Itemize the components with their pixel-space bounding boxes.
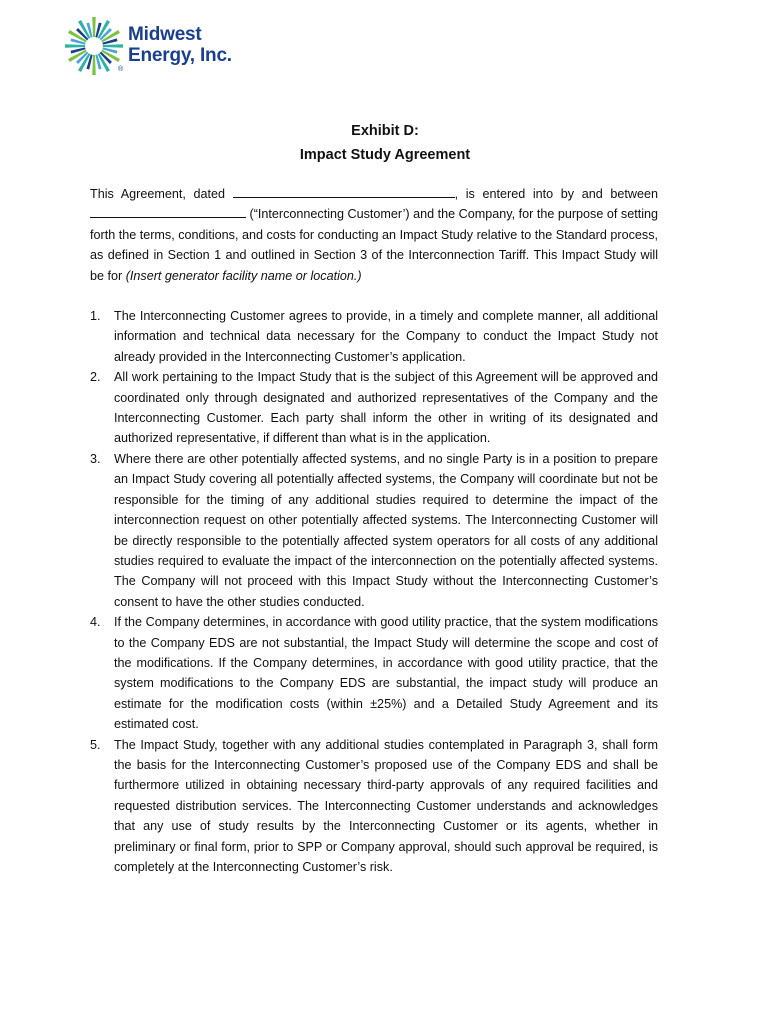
document-title <box>0 119 770 167</box>
intro-paragraph <box>90 184 658 286</box>
clause-item <box>90 449 658 612</box>
customer-name-blank-field[interactable] <box>90 204 246 218</box>
logo-ray <box>103 44 123 48</box>
company-logo <box>64 16 244 78</box>
clause-number: 4. <box>90 615 101 630</box>
clause-list <box>90 306 658 877</box>
starburst-logo-icon <box>64 16 124 76</box>
intro-text-2: , is entered into by and between <box>454 187 658 201</box>
logo-line-1: Midwest <box>128 24 202 45</box>
clause-number: 2. <box>90 370 101 385</box>
logo-wordmark <box>128 24 232 66</box>
registered-mark: ® <box>118 66 124 73</box>
clause-text: Where there are other potentially affected systems, and no single Party is in a position to prepare an Impact Study covering all potentially affected systems, the Company will coordinate but not be responsible for the timing of any additional studies required to determine the impact of the interconnection request on other potentially affected systems. The Interconnecting Customer will be directly responsible to the potentially affected system operators for all costs of any additional studies required to evaluate the impact of the interconnection on the potentially affected systems. The Company will not proceed with this Impact Study without the Interconnecting Customer’s consent to have the other studies conducted. <box>114 451 658 609</box>
logo-ray <box>65 44 85 48</box>
clause-number: 5. <box>90 737 101 752</box>
logo-ray <box>92 55 96 75</box>
document-body <box>90 184 658 877</box>
clause-item <box>90 367 658 449</box>
clause-item <box>90 735 658 878</box>
title-line-1: Exhibit D: <box>351 123 419 139</box>
intro-italic-instruction: (Insert generator facility name or location.) <box>125 268 362 283</box>
clause-text: All work pertaining to the Impact Study that is the subject of this Agreement will be approved and coordinated only through designated and authorized representatives of the Company and the Interconnecting Customer. Each party shall inform the other in writing of its designated and authorized representative, if different than what is in the application. <box>114 370 658 446</box>
date-blank-field[interactable] <box>233 184 455 198</box>
logo-line-2: Energy, Inc. <box>128 45 232 66</box>
clause-item <box>90 306 658 367</box>
intro-text-3: (“Interconnecting Customer’) and the Company, for the purpose of setting forth the terms, conditions, and costs for conducting an Impact Study relative to the Standard process, as defined in Section 1 and outlined in Section 3 of the Interconnection Tariff. This Impact Study will be for <box>90 207 658 283</box>
clause-item <box>90 612 658 734</box>
logo-ray <box>92 17 96 37</box>
title-line-2: Impact Study Agreement <box>299 147 471 163</box>
clause-number: 3. <box>90 451 101 466</box>
intro-text-1: This Agreement, dated <box>90 187 233 201</box>
clause-text: The Interconnecting Customer agrees to provide, in a timely and complete manner, all additional information and technical data necessary for the Company to conduct the Impact Study not already provided in the Interconnecting Customer’s application. <box>114 309 658 364</box>
clause-text: The Impact Study, together with any additional studies contemplated in Paragraph 3, shall form the basis for the Interconnecting Customer’s proposed use of the Company EDS and shall be furthermore utilized in obtaining necessary third-party approvals of any required facilities and requested distribution services. The Interconnecting Customer understands and acknowledges that any use of study results by the Interconnecting Customer or its agents, whether in preliminary or final form, prior to SPP or Company approval, should such approval be required, is completely at the Interconnecting Customer’s risk. <box>114 737 658 874</box>
clause-number: 1. <box>90 309 101 324</box>
clause-text: If the Company determines, in accordance with good utility practice, that the system modifications to the Company EDS are not substantial, the Impact Study will determine the scope and cost of the modifications. If the Company determines, in accordance with good utility practice, that the system modifications to the Company EDS are substantial, the impact study will produce an estimate for the modification costs (within ±25%) and a Detailed Study Agreement and its estimated cost. <box>114 615 658 732</box>
